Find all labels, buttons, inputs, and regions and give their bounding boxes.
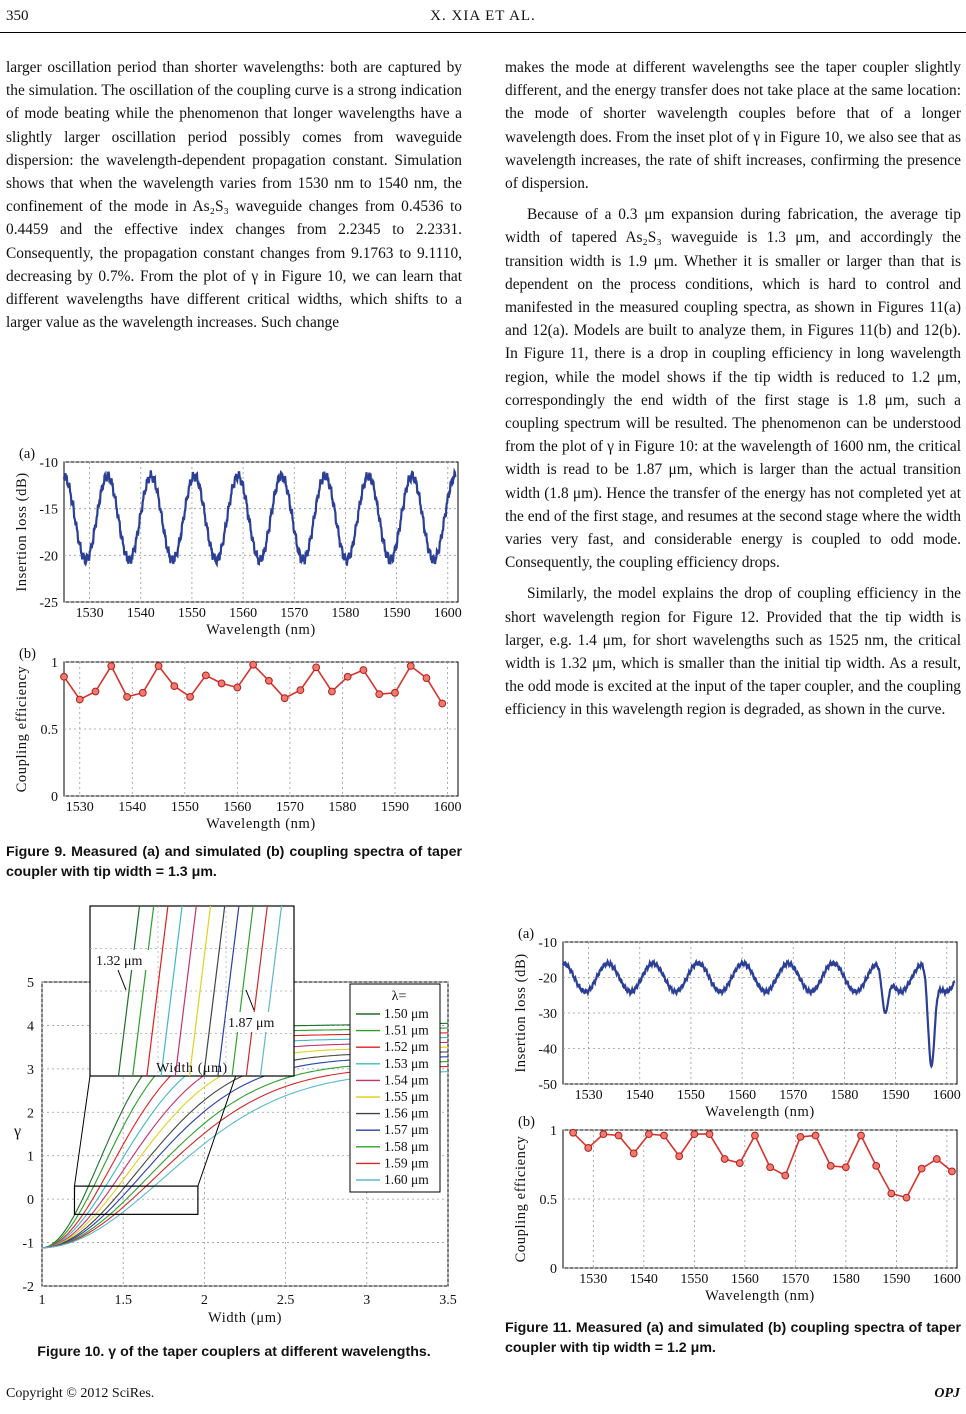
fig9a-xtick-label: 1540	[126, 606, 155, 621]
fig11b-point	[888, 1190, 895, 1197]
left-column	[6, 56, 462, 334]
fig11a-panel-label: (a)	[518, 926, 535, 942]
fig11a-xtick-label: 1590	[881, 1088, 910, 1103]
fig10-legend-label: 1.55 μm	[384, 1089, 429, 1104]
fig11b-point	[600, 1131, 607, 1138]
fig9b-xtick-label: 1580	[328, 800, 357, 815]
fig9a-ytick-label: -20	[39, 549, 58, 565]
fig11b-point	[570, 1129, 577, 1136]
fig9a-ytick-label: -10	[39, 456, 58, 471]
fig10-legend-label: 1.52 μm	[384, 1039, 429, 1055]
fig11b-ytick-label: 0.5	[539, 1193, 557, 1208]
fig11b-point	[949, 1168, 956, 1175]
fig9b-point	[376, 691, 383, 698]
fig9b-point	[297, 687, 304, 694]
fig10-inset-annotation: 1.87 μm	[228, 1016, 275, 1031]
fig9b-xtick-label: 1570	[275, 800, 304, 815]
fig11b-xtick-label: 1560	[730, 1272, 759, 1287]
fig9b-point	[92, 688, 99, 695]
fig9a-xtick-label: 1600	[433, 606, 462, 621]
fig9a-panel-label: (a)	[19, 446, 36, 462]
fig9b-point	[329, 688, 336, 695]
fig10-inset-xlabel: Width (μm)	[156, 1061, 228, 1076]
fig11b-point	[585, 1145, 592, 1152]
fig11b-point	[873, 1162, 880, 1169]
fig11b-xtick-label: 1570	[781, 1272, 810, 1287]
fig11b-point	[812, 1132, 819, 1139]
fig10-ytick-label: 0	[27, 1193, 34, 1209]
copyright: Copyright © 2012 SciRes.	[6, 1386, 155, 1401]
fig10-legend-label: 1.50 μm	[384, 1006, 429, 1021]
fig10-legend-label: 1.60 μm	[384, 1172, 429, 1187]
fig10-ytick-label: -2	[22, 1280, 34, 1295]
left-paragraph-1: larger oscillation period than shorter wavelengths: both are captured by the simulation. The oscillation of the coupling curve is a strong indication of mode beating while the phenomenon that longer wavelengths have a slightly larger oscillation period possibly comes from waveguide dispersion: the wavelength-dependent propagation constant. Simulation shows that when the wavelength varies from 1530 nm to 1540 nm, the confinement of the mode in As₂S₃ waveguide changes from 0.4536 to 0.4459 and the effective index changes from 2.2345 to 2.2331. Consequently, the propagation constant changes from 9.1763 to 9.1110, decreasing by 0.7%. From the plot of γ in Figure 10, we can learn that different wavelengths have different critical widths, which shifts to a larger value as the wavelength increases. Such change	[6, 59, 462, 332]
fig11b-xtick-label: 1580	[831, 1272, 860, 1287]
fig11a-ytick-label: -50	[538, 1078, 557, 1093]
fig9b-point	[423, 675, 430, 682]
fig9b-point	[171, 683, 178, 690]
fig10-xtick-label: 3	[363, 1293, 371, 1308]
fig11b-point	[797, 1134, 804, 1141]
fig11b-xtick-label: 1590	[882, 1272, 911, 1287]
fig10-xtick-label: 1	[38, 1293, 46, 1308]
fig9b-xtick-label: 1560	[223, 800, 252, 815]
fig10-ytick-label: 5	[27, 976, 34, 991]
fig9b-point	[313, 664, 320, 671]
fig9b-xtick-label: 1600	[433, 800, 462, 815]
page-header	[0, 6, 966, 28]
fig9b-point	[187, 693, 194, 700]
fig10-legend-label: 1.54 μm	[384, 1072, 429, 1088]
fig10-inset-annotation: 1.32 μm	[96, 954, 143, 969]
fig10-xtick-label: 2.5	[276, 1293, 295, 1308]
fig10-xtick-label: 1.5	[114, 1293, 132, 1308]
fig11a-xtick-label: 1600	[932, 1088, 961, 1103]
fig11b-point	[661, 1132, 668, 1139]
fig11b-point	[615, 1132, 622, 1139]
fig11a-xtick-label: 1570	[779, 1088, 808, 1103]
figure-10	[6, 900, 462, 1328]
fig11b-point	[918, 1165, 925, 1172]
fig11a-ytick-label: -20	[538, 971, 557, 987]
fig11b-xtick-label: 1550	[680, 1272, 709, 1287]
fig11b-ytick-label: 0	[550, 1262, 557, 1277]
fig9b-ytick-label: 0	[51, 790, 58, 805]
fig9a-ytick-label: -25	[39, 596, 58, 611]
fig9b-xtick-label: 1540	[118, 800, 147, 815]
fig10-ytick-label: -1	[22, 1236, 34, 1252]
fig9b-point	[234, 684, 241, 691]
fig11b-point	[752, 1132, 759, 1139]
fig11b-point	[842, 1164, 849, 1171]
fig10-legend-label: 1.59 μm	[384, 1155, 429, 1171]
fig9a-xtick-label: 1570	[280, 606, 309, 621]
fig9b-point	[392, 689, 399, 696]
fig9a-ytick-label: -15	[39, 502, 58, 518]
fig9b-point	[360, 667, 367, 674]
fig9b-xtick-label: 1530	[65, 800, 94, 815]
fig11b-xtick-label: 1600	[932, 1272, 961, 1287]
fig10-ytick-label: 1	[27, 1149, 34, 1165]
fig9a-xtick-label: 1580	[331, 606, 360, 621]
fig9b-point	[265, 677, 272, 684]
fig11b-xtick-label: 1540	[629, 1272, 658, 1287]
fig9b-point	[250, 661, 257, 668]
fig10-ylabel: γ	[14, 1123, 22, 1141]
fig11b-point	[736, 1160, 743, 1167]
fig11b-ylabel: Coupling efficiency	[513, 1135, 529, 1263]
figure-11-chart	[505, 918, 961, 1314]
fig10-legend-label: 1.51 μm	[384, 1022, 429, 1038]
fig11b-point	[706, 1131, 713, 1138]
figure-10-caption: Figure 10. γ of the taper couplers at different wavelengths.	[37, 1344, 431, 1360]
right-paragraph-1: makes the mode at different wavelengths see the taper coupler slightly different, and the energy transfer does not take place at the same location: the mode of shorter wavelength couples before that of a longer wavelength does. From the inset plot of γ in Figure 10, we also see that as wavelength increases, the rate of shift increases, confirming the presence of dispersion.	[505, 59, 961, 193]
header-rule	[0, 32, 966, 33]
page-number: 350	[6, 8, 29, 24]
figure-10-chart	[6, 900, 462, 1328]
fig11a-xtick-label: 1550	[676, 1088, 705, 1103]
figure-9-caption: Figure 9. Measured (a) and simulated (b) coupling spectra of taper coupler with tip width = 1.3 μm.	[6, 844, 462, 880]
fig9a-xtick-label: 1530	[75, 606, 104, 621]
fig11b-point	[630, 1150, 637, 1157]
fig11a-ylabel: Insertion loss (dB)	[513, 953, 529, 1073]
fig10-legend-label: 1.58 μm	[384, 1138, 429, 1154]
right-paragraph-2: Because of a 0.3 μm expansion during fabrication, the average tip width of tapered As₂S₃ waveguide is 1.3 μm, and accordingly the transition width is 1.9 μm. Whether it is smaller or larger than that is dependent on the process conditions, which is hard to control and manifested in the measured coupling spectra, as shown in Figures 11(a) and 12(a). Models are built to analyze them, in Figures 11(b) and 12(b). In Figure 11, there is a drop in coupling efficiency in long wavelength region, while the model shows if the tip width is reduced to 1.2 μm, correspondingly the end width of the first stage is 1.8 μm, such a coupling spectrum will be resulted. The phenomenon can be understood from the plot of γ in Figure 10: at the wavelength of 1600 nm, the critical width is read to be 1.87 μm, which is larger than the actual transition width (1.8 μm). Hence the transfer of the energy has not completed yet at the end of the first stage, and resumes at the second stage where the width varies very fast, and considerable energy is coupled to odd mode. Consequently, the coupling efficiency drops.	[505, 206, 961, 572]
fig11a-ytick-label: -10	[538, 936, 557, 951]
fig11b-ytick-label: 1	[550, 1124, 557, 1139]
fig11b-panel-label: (b)	[518, 1114, 535, 1130]
fig11b-xlabel: Wavelength (nm)	[705, 1288, 815, 1304]
fig10-legend-title: λ=	[391, 989, 407, 1004]
fig11b-point	[858, 1132, 865, 1139]
fig11a-xtick-label: 1530	[574, 1088, 603, 1103]
fig10-xtick-label: 2	[200, 1293, 208, 1308]
fig10-legend-label: 1.56 μm	[384, 1105, 429, 1121]
fig9a-ylabel: Insertion loss (dB)	[14, 472, 30, 592]
fig9b-point	[139, 689, 146, 696]
fig11b-point	[782, 1172, 789, 1179]
fig11b-point	[645, 1131, 652, 1138]
fig9b-point	[202, 672, 209, 679]
fig11b-xtick-label: 1530	[579, 1272, 608, 1287]
fig9a-xtick-label: 1560	[229, 606, 258, 621]
fig11b-point	[903, 1194, 910, 1201]
fig11a-xtick-label: 1540	[625, 1088, 654, 1103]
fig9b-point	[281, 695, 288, 702]
figure-9-chart	[6, 438, 462, 834]
fig9b-point	[76, 696, 83, 703]
fig11a-xtick-label: 1580	[830, 1088, 859, 1103]
fig9b-ylabel: Coupling efficiency	[14, 665, 30, 793]
fig9b-point	[61, 673, 68, 680]
fig11b-point	[691, 1131, 698, 1138]
fig9b-point	[218, 680, 225, 687]
fig11b-point	[676, 1153, 683, 1160]
fig11a-ytick-label: -40	[538, 1042, 557, 1058]
fig10-xlabel: Width (μm)	[208, 1310, 282, 1326]
fig9b-panel-label: (b)	[19, 646, 36, 662]
fig10-ytick-label: 4	[27, 1019, 34, 1035]
fig9b-point	[407, 663, 414, 670]
fig9a-xtick-label: 1550	[177, 606, 206, 621]
fig9a-xlabel: Wavelength (nm)	[206, 622, 316, 638]
fig11b-point	[933, 1156, 940, 1163]
fig11a-xtick-label: 1560	[728, 1088, 757, 1103]
fig10-xtick-label: 3.5	[439, 1293, 457, 1308]
right-paragraph-3: Similarly, the model explains the drop of coupling efficiency in the short wavelength region for Figure 12. Provided that the tip width is larger, e.g. 1.4 μm, for short wavelengths such as 1525 nm, the critical width is 1.32 μm, which is smaller than the initial tip width. As a result, the odd mode is excited at the input of the taper coupler, and the coupling efficiency in this wavelength region is degraded, as shown in the curve.	[505, 585, 961, 719]
journal-abbrev: OPJ	[934, 1386, 960, 1401]
running-authors: X. XIA ET AL.	[430, 8, 536, 24]
fig9b-xtick-label: 1550	[170, 800, 199, 815]
figure-11	[505, 918, 961, 1314]
fig10-ytick-label: 2	[27, 1106, 34, 1122]
fig9b-point	[439, 700, 446, 707]
fig11b-point	[767, 1164, 774, 1171]
fig11a-xlabel: Wavelength (nm)	[705, 1104, 815, 1120]
fig9b-point	[155, 663, 162, 670]
fig9b-xtick-label: 1590	[380, 800, 409, 815]
fig10-ytick-label: 3	[27, 1062, 34, 1078]
fig9b-ytick-label: 1	[51, 656, 58, 671]
fig9b-point	[108, 663, 115, 670]
fig9a-xtick-label: 1590	[382, 606, 411, 621]
fig11b-point	[721, 1156, 728, 1163]
fig9b-ytick-label: 0.5	[40, 723, 58, 738]
right-column	[505, 56, 961, 722]
fig10-legend-label: 1.53 μm	[384, 1055, 429, 1071]
fig11b-point	[827, 1162, 834, 1169]
fig10-legend-label: 1.57 μm	[384, 1122, 429, 1138]
figure-9	[6, 438, 462, 834]
fig9b-point	[344, 673, 351, 680]
figure-11-caption: Figure 11. Measured (a) and simulated (b) coupling spectra of taper coupler with tip width = 1.2 μm.	[505, 1320, 961, 1356]
fig11a-ytick-label: -30	[538, 1007, 557, 1022]
fig9b-xlabel: Wavelength (nm)	[206, 816, 316, 832]
fig9b-point	[124, 693, 131, 700]
